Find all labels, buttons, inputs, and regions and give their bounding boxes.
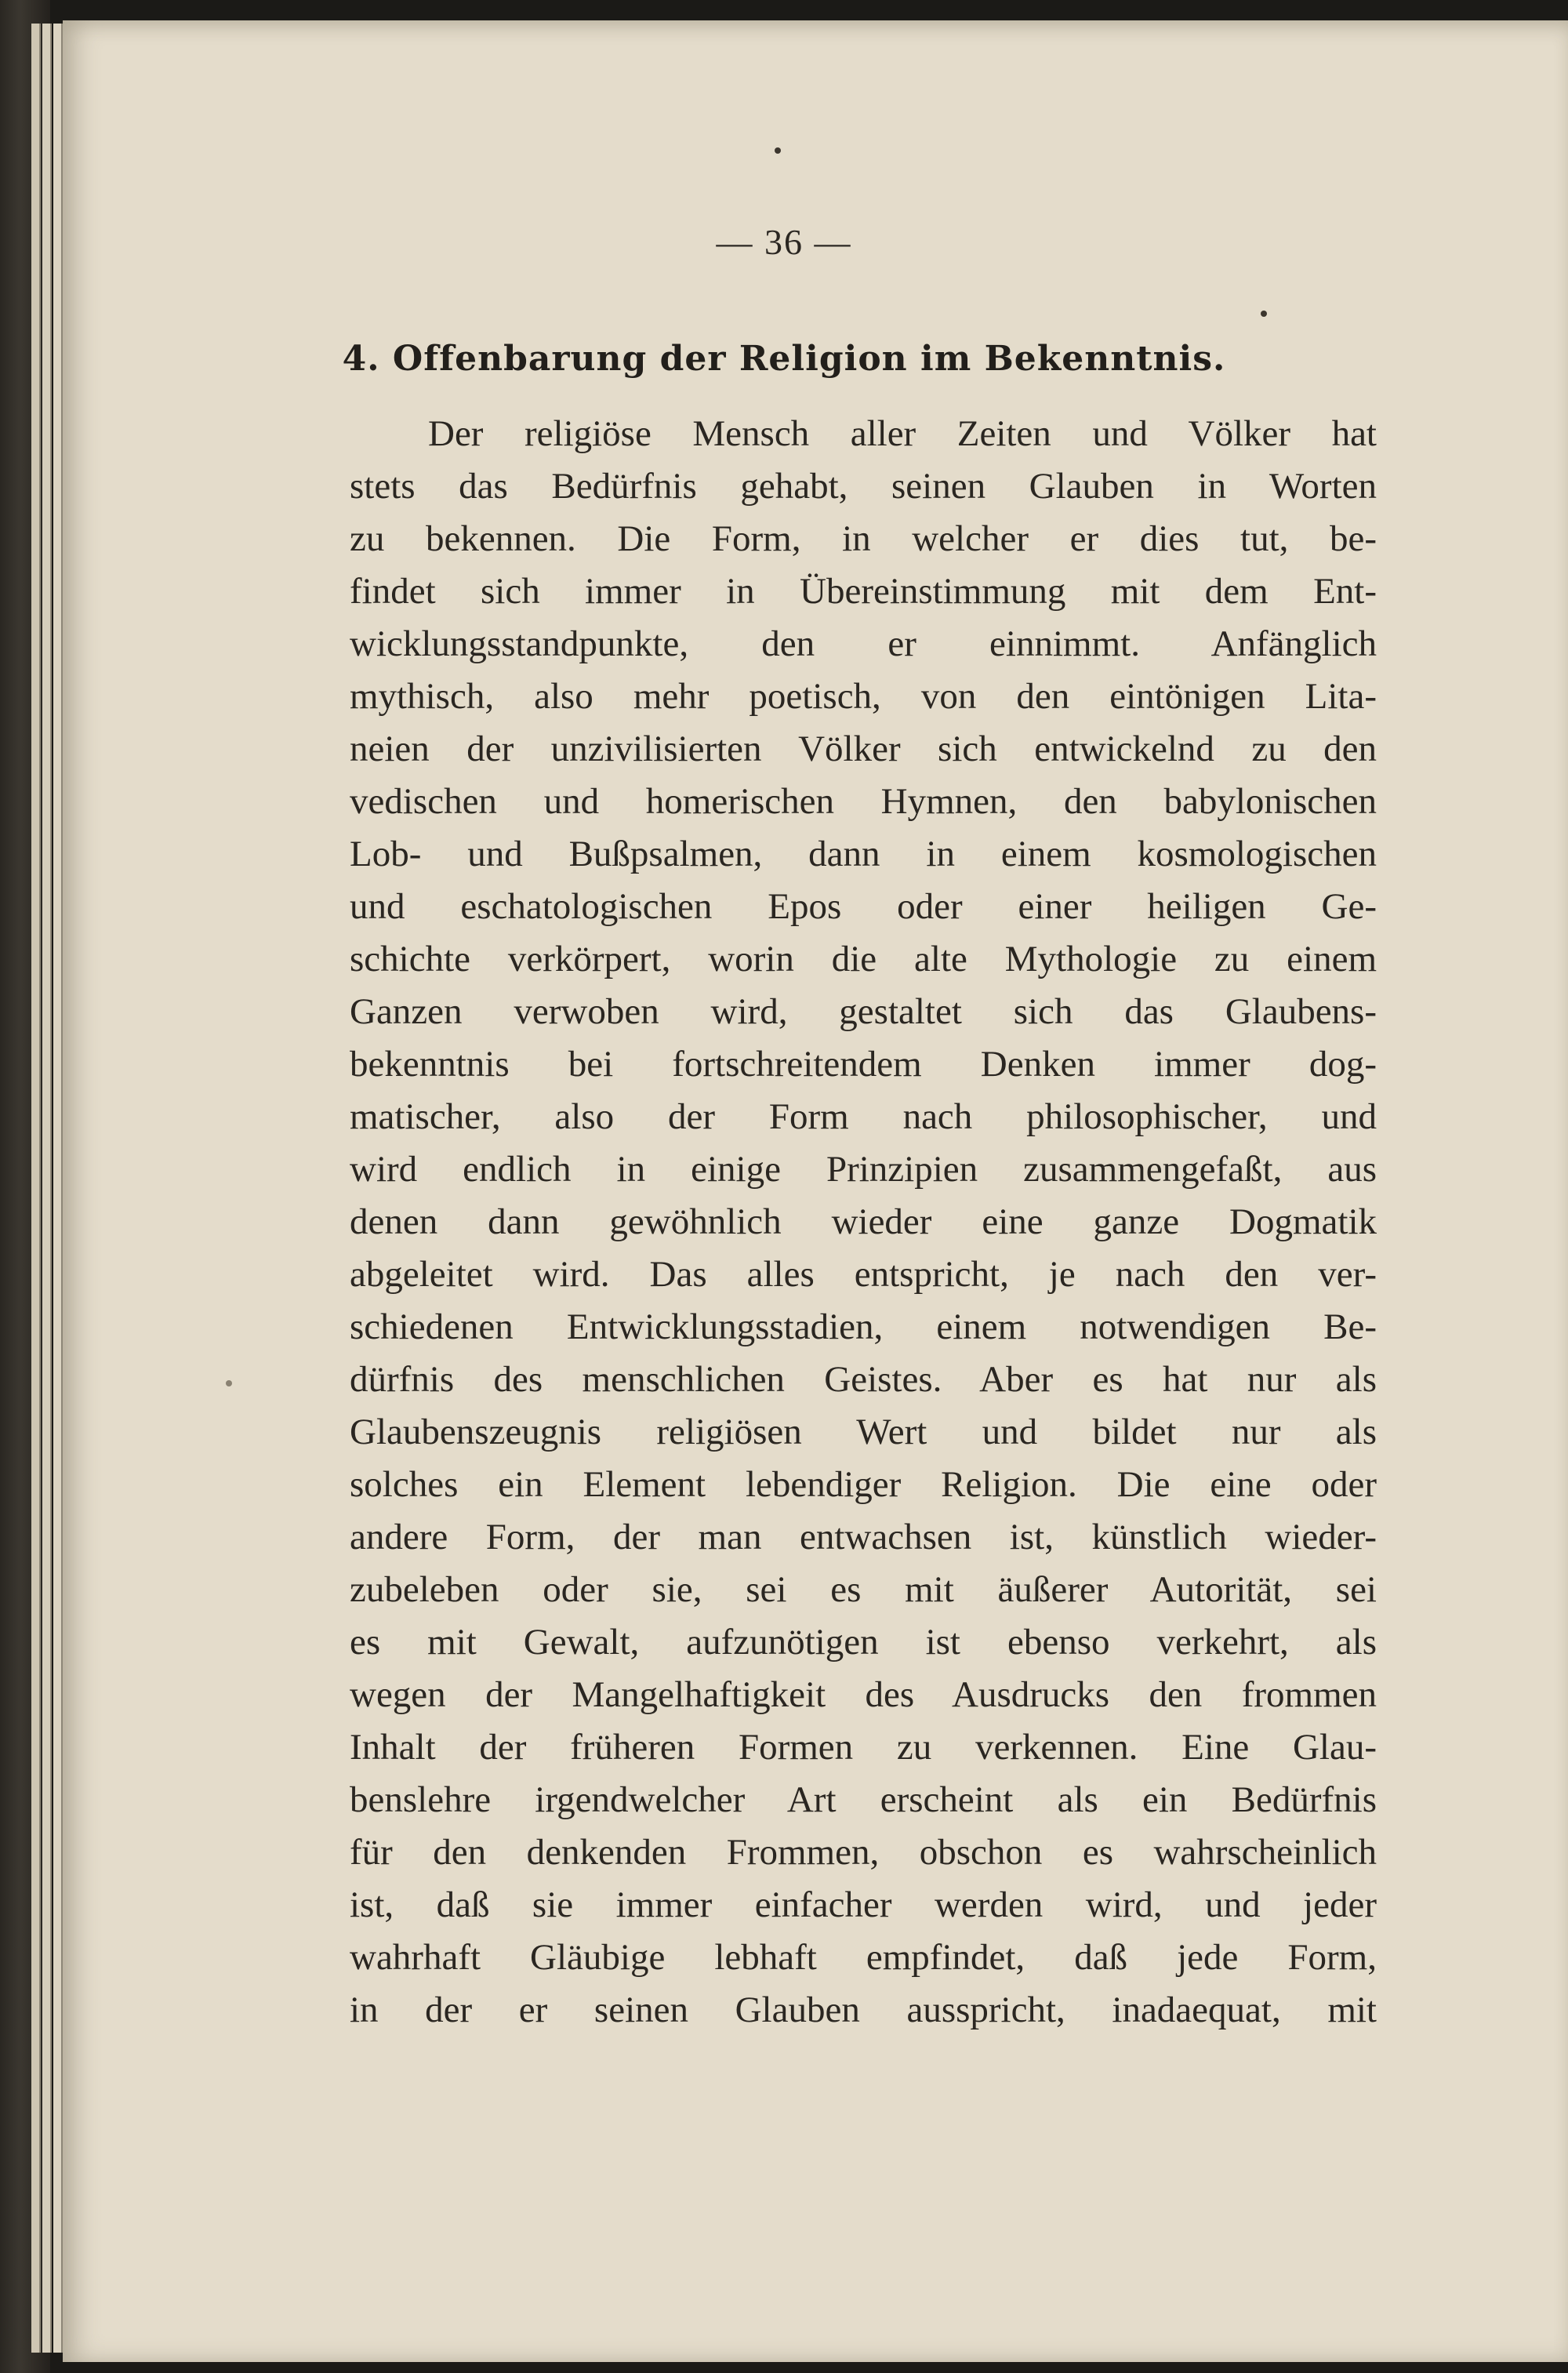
text-line: es mit Gewalt, aufzunötigen ist ebenso verkehrt, als — [350, 1622, 1377, 1663]
text-line: zubeleben oder sie, sei es mit äußerer Autorität, sei — [350, 1569, 1377, 1610]
paper-speck — [775, 147, 781, 154]
paper-speck — [226, 1380, 232, 1386]
text-line: andere Form, der man entwachsen ist, künstlich wieder- — [350, 1517, 1377, 1557]
text-line: Lob- und Bußpsalmen, dann in einem kosmologischen — [350, 834, 1377, 874]
text-line: schiedenen Entwicklungsstadien, einem notwendigen Be- — [350, 1306, 1377, 1347]
text-line: stets das Bedürfnis gehabt, seinen Glauben in Worten — [350, 466, 1377, 507]
text-line: abgeleitet wird. Das alles entspricht, je nach den ver- — [350, 1254, 1377, 1295]
text-line: ist, daß sie immer einfacher werden wird, und jeder — [350, 1884, 1377, 1925]
text-line: bekenntnis bei fortschreitendem Denken immer dog- — [350, 1044, 1377, 1085]
section-heading: 4. Offenbarung der Religion im Bekenntnis. — [342, 339, 1226, 379]
text-line: und eschatologischen Epos oder einer heiligen Ge- — [350, 886, 1377, 927]
text-line: wahrhaft Gläubige lebhaft empfindet, daß jede Form, — [350, 1937, 1377, 1978]
text-line: benslehre irgendwelcher Art erscheint als ein Bedürfnis — [350, 1779, 1377, 1820]
text-line: Glaubenszeugnis religiösen Wert und bildet nur als — [350, 1412, 1377, 1452]
text-line: mythisch, also mehr poetisch, von den eintönigen Lita- — [350, 676, 1377, 717]
text-line: wegen der Mangelhaftigkeit des Ausdrucks den frommen — [350, 1674, 1377, 1715]
text-line: vedischen und homerischen Hymnen, den babylonischen — [350, 781, 1377, 822]
text-line: schichte verkörpert, worin die alte Mythologie zu einem — [350, 939, 1377, 979]
text-line: Inhalt der früheren Formen zu verkennen. Eine Glau- — [350, 1727, 1377, 1768]
text-line: wird endlich in einige Prinzipien zusammengefaßt, aus — [350, 1149, 1377, 1190]
page-number: — 36 — — [716, 222, 852, 262]
text-line: Ganzen verwoben wird, gestaltet sich das Glaubens- — [350, 991, 1377, 1032]
text-line: findet sich immer in Übereinstimmung mit dem Ent- — [350, 571, 1377, 612]
text-line: dürfnis des menschlichen Geistes. Aber es hat nur als — [350, 1359, 1377, 1400]
body-text — [350, 408, 1377, 2037]
text-line: denen dann gewöhnlich wieder eine ganze Dogmatik — [350, 1201, 1377, 1242]
paper-speck — [1261, 311, 1267, 317]
text-line: zu bekennen. Die Form, in welcher er dies tut, be- — [350, 518, 1377, 559]
text-line: wicklungsstandpunkte, den er einnimmt. Anfänglich — [350, 623, 1377, 664]
text-line: Der religiöse Mensch aller Zeiten und Völker hat — [428, 413, 1377, 454]
text-line: solches ein Element lebendiger Religion. Die eine oder — [350, 1464, 1377, 1505]
text-line: in der er seinen Glauben ausspricht, inadaequat, mit — [350, 1990, 1377, 2030]
text-line: für den denkenden Frommen, obschon es wahrscheinlich — [350, 1832, 1377, 1873]
text-line: matischer, also der Form nach philosophischer, und — [350, 1096, 1377, 1137]
text-line: neien der unzivilisierten Völker sich entwickelnd zu den — [350, 729, 1377, 769]
